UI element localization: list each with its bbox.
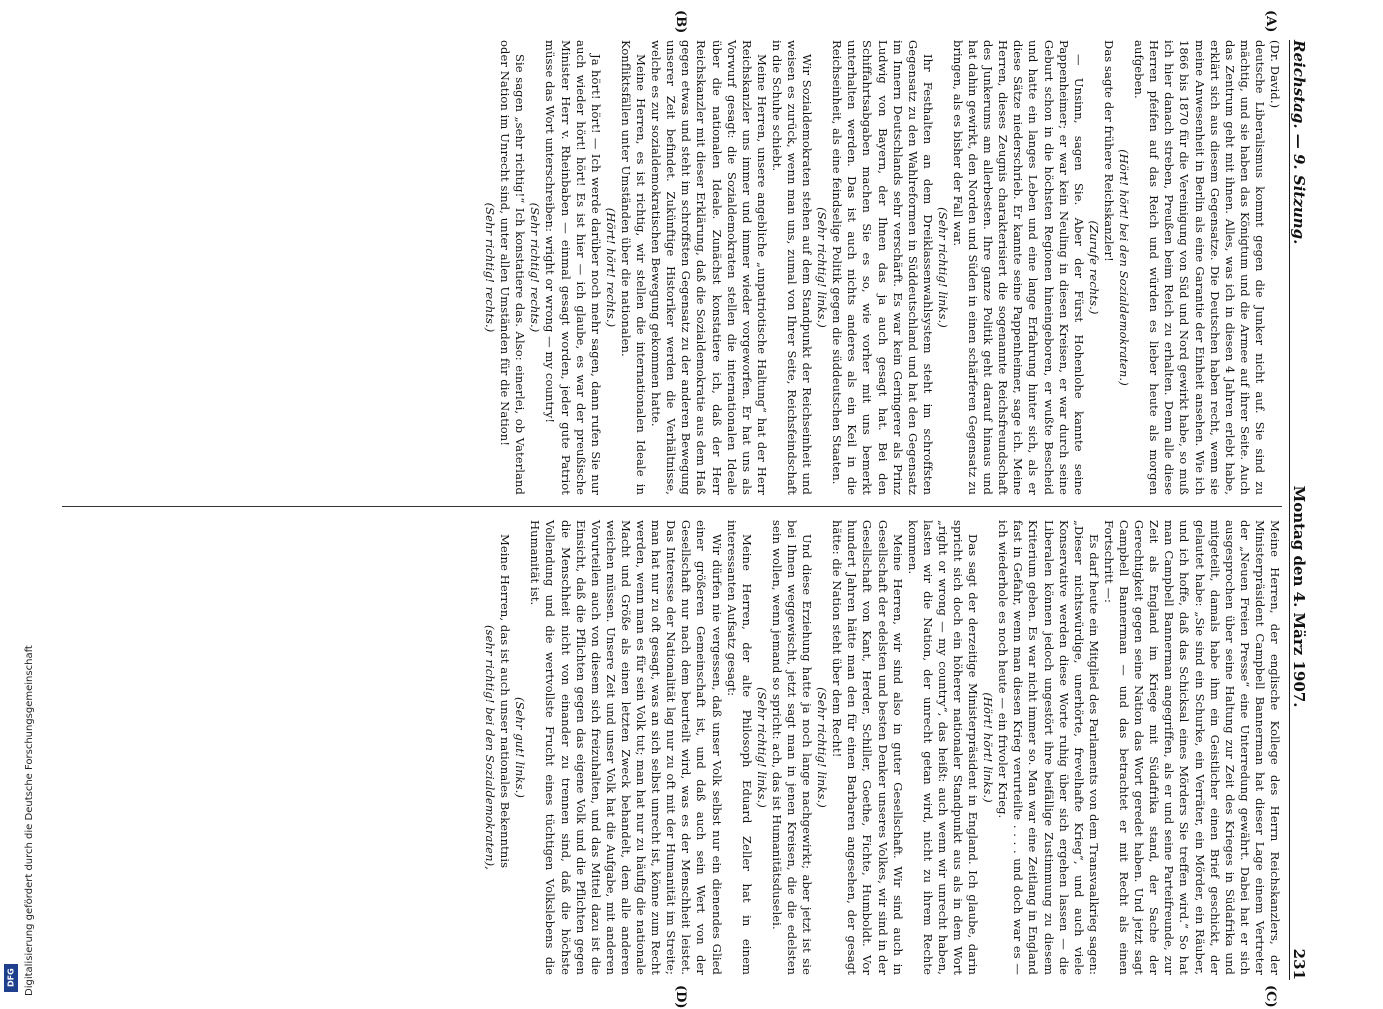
- paragraph: Und diese Erziehung hatte ja noch lange nachgewirkt; aber jetzt ist sie bei Ihnen weggewischt, jetzt sagt man in jenen Kreisen, die die edelsten sein wollen, wenn jemand so spricht: ach, das ist Humanitätsduselei.: [769, 520, 815, 975]
- paragraph: deutsche Liberalismus kommt gegen die Junker nicht auf. Sie sind zu mächtig, und sie haben das Königtum und die Armee auf ihrer Seite. Auch das Zentrum geht mit ihnen. Alles, was ich in diesen 4 Jahren erlebt habe, erklärt sich aus diesem Gegensatze. Die Deutschen haben recht, wenn sie meine Anwesenheit in Berlin als eine Garantie der Einheit ansehen. Wie ich 1866 bis 1870 für die Vereinigung von Süd und Nord gewirkt habe, so muß ich hier danach streben, Preußen beim Reich zu erhalten. Denn alle diese Herren pfeifen auf das Reich und würden es lieber heute als morgen aufgeben.: [1132, 40, 1267, 495]
- interjection: (Hört! hört! links.): [981, 692, 996, 803]
- interjection: (Hört! hört! rechts.): [603, 207, 618, 328]
- page-header: [1289, 40, 1318, 980]
- paragraph: (Dr. David.): [1268, 40, 1282, 109]
- paragraph: Sie sagen „sehr richtig!“ Ich konstatiere das. Also: einerlei, ob Vaterland oder Nation im Unrecht sind, unter allen Umständen für die Nation!: [498, 40, 528, 495]
- digitization-credit: [0, 0, 35, 1000]
- paragraph: — Unsinn, sagen Sie. Aber der Fürst Hohenlohe kannte seine Pappenheimer; er war kein Neuling in diesen Kreisen, er war durch seine Geburt schon in die höchsten Regionen hineingeboren, er wußte Bescheid und hatte ein langes Leben und eine lange Erfahrung hinter sich, als er diese Sätze niederschrieb. Er kannte seine Pappenheimer, sage ich. Meine Herren, dieses Zeugnis charakterisiert die sogenannte Reichsfreundschaft des Junkerums am allerbesten. Ihre ganze Politik geht darauf hinaus und hat dahin gewirkt, den Norden und Süden in einen schärferen Gegensatz zu bringen, als es bisher der Fall war.: [951, 40, 1086, 495]
- dfg-logo: DFG: [4, 964, 18, 992]
- column-divider: [62, 506, 1282, 507]
- interjection: (Sehr gut! links.): [513, 697, 528, 798]
- paragraph: Meine Herren, das ist auch unser nationales Bekenntnis: [498, 534, 513, 869]
- interjection: (Sehr richtig! rechts.): [528, 202, 543, 333]
- credit-text: Digitalisierung gefördert durch die Deutsche Forschungsgemeinschaft: [24, 645, 35, 996]
- paragraph: Ihr Festhalten an dem Dreiklassenwahlsystem steht im schroffsten Gegensatz zu den Wahlreformen in Süddeutschland und hat den Gegensatz im Innern Deutschlands sehr verschärft. Es war kein Geringerer als Prinz Ludwig von Bayern, der Ihnen das ja auch gesagt hat. Bei den Schiffahrtsabgaben machen Sie es so, wie vorher mit uns bemerkt unterhalten werden. Das ist auch nichts anderes als ein Keil in die Reichseinheit, als eine feindselige Politik gegen die süddeutschen Staaten.: [830, 40, 935, 495]
- interjection: (Hört! hört! bei den Sozialdemokraten.): [1117, 149, 1132, 386]
- margin-mark-a: (A): [1263, 10, 1278, 33]
- header-center: Montag den 4. März 1907.: [1290, 485, 1308, 708]
- paragraph: Das sagte der frühere Reichskanzler!: [1101, 40, 1116, 262]
- margin-mark-c: (C): [1263, 985, 1278, 1008]
- interjection: (Sehr richtig! links.): [815, 687, 830, 808]
- paragraph: Meine Herren, es ist richtig, wir stellen die internationalen Ideale in Konfliktsfällen unter Umständen über die nationalen.: [618, 40, 649, 495]
- paragraph: Meine Herren, der englische Kollege des Herrn Reichskanzlers, der Ministerpräsident Campbell Bannerman hat dieser Lage einem Vertreter der „Neuen Freien Presse“ eine Unterredung gewährt. Dabei hat er sich ausgesprochen über seine Haltung zur Zeit des Krieges in Südafrika und mitgeteilt, damals habe ihm ein Geistlicher einen Brief geschickt, der gelautet habe: „Sie sind ein Schurke, ein Verräter, ein Mörder, ein Räuber, und ich hoffe, daß das Schicksal eines Mörders Sie treffen wird.“ So hat man Campbell Bannerman angegriffen, als er und seine Parteifreunde, zur Zeit als England im Kriege mit Südafrika stand, der Sache der Gerechtigkeit gegen seine Nation das Wort geredet haben. Und jetzt sagt Campbell Bannerman — und das betrachtet er mit Recht als einen Fortschritt —:: [1101, 520, 1282, 975]
- interjection: (Sehr richtig! links.): [935, 207, 950, 328]
- interjection: (Sehr richtig! links.): [754, 687, 769, 808]
- paragraph: Meine Herren, der alte Philosoph Eduard Zeller hat in einem interessanten Aufsatz gesagt:: [724, 520, 754, 975]
- left-column: [482, 40, 1282, 495]
- header-left: Reichstag. — 9. Sitzung.: [1290, 40, 1308, 245]
- page-number: 231: [1290, 948, 1308, 980]
- paragraph: Das sagt der derzeitige Ministerpräsident in England. Ich glaube, darin spricht sich doch ein höherer nationaler Standpunkt aus als in dem Wort „right or wrong — my country“, das heißt: auch wenn wir unrecht haben, lasten wir die Nation, der unrecht getan wird, nicht zu ihrem Rechte kommen.: [905, 520, 981, 975]
- margin-mark-d: (D): [673, 985, 688, 1009]
- interjection: (Sehr richtig! rechts.): [483, 202, 498, 333]
- paragraph: Wir dürfen nie vergessen, daß unser Volk selbst nur ein dienendes Glied einer größeren Gemeinschaft ist, und daß auch sein Wert von der Gesellschaft nur nach dem beurteilt wird, was es der Menschheit leistet. Das Interesse der Nationalität lag nur zu oft mit der Humanität im Streite; man hat nur zu oft gesagt, was an sich selbst unrecht ist, könne zum Recht werden, wenn man es für sein Volk tut; man hat nur zu häufig die nationale Macht und Größe als einen letzten Zweck behandelt, dem alle anderen weichen müssen. Unsere Zeit und unser Volk hat die Aufgabe, mit anderen Vorurteilen auch von diesem sich freizuhalten, und das Mittel dazu ist die Einsicht, daß die Pflichten gegen das eigene Volk und die Pflichten gegen die Menschheit nicht von einander zu trennen sind, daß die höchste Vollendung und die wertvollste Frucht eines tüchtigen Volkslebens die Humanität ist.: [528, 520, 724, 975]
- interjection: (sehr richtig! bei den Sozialdemokraten),: [483, 625, 498, 870]
- interjection: (Sehr richtig! links.): [815, 207, 830, 328]
- interjection: (Zurufe rechts.): [1086, 220, 1101, 315]
- margin-mark-b: (B): [673, 10, 688, 34]
- rotated-page-content: [48, 10, 1318, 1009]
- paragraph: Meine Herren, unsere angebliche „unpatriotische Haltung“ hat der Herr Reichskanzler uns immer und immer wieder vorgeworfen. Er hat uns als Vorwurf gesagt: die Sozialdemokraten stellen die internationalen Ideale über die nationalen Ideale. Zunächst konstatiere ich, daß der Herr Reichskanzler mit dieser Erklärung, daß die Sozialdemokratie aus dem Haß gegen etwas und steht im schroffsten Gegensatz zu der anderen Bewegung unserer Zeit befindet. Zukünftige Historiker werden die Verhältnisse, welche es zur sozialdemokratischen Bewegung gekommen hatte.: [649, 40, 769, 495]
- right-column: [482, 520, 1282, 975]
- paragraph: Es darf heute ein Mitglied des Parlaments von dem Transvaalkrieg sagen: „Dieser nichtswürdige, unerhörte, frevelhafte Krieg“, und auch viele Konservative werden diese Worte ruhig über sich ergehen lassen — die Liberalen können jedoch ungestört ihre beifällige Zustimmung zu diesem Kriterium geben. Es war nicht immer so. Man war eine Zeitlang in England fast in Gefahr, wenn man diesen Krieg verurteilte . . . . und doch war es — ich wiederhole es noch heute — ein frivoler Krieg.: [996, 520, 1101, 975]
- paragraph: Wir Sozialdemokraten stehen auf dem Standpunkt der Reichseinheit und weisen es zurück, wenn man uns, zumal von Ihrer Seite, Reichsfeindschaft in die Schuhe schiebt.: [769, 40, 815, 495]
- paragraph: Meine Herren, wir sind also in guter Gesellschaft. Wir sind auch in Gesellschaft der edelsten und besten Denker unseres Volkes, wir sind in der Gesellschaft von Kant, Herder, Schiller, Goethe, Fichte, Humboldt. Vor hundert Jahren hätte man den für einen Barbaren angesehen, der gesagt hätte: die Nation steht über dem Recht!: [830, 520, 905, 975]
- paragraph: Ja hört! hört! — Ich werde darüber noch mehr sagen, dann rufen Sie nur auch wieder hört! hört! Es ist hier — ich glaube, es war der preußische Minister Herr v. Rheinbaben — einmal gesagt worden, jeder gute Patriot müsse das Wort unterschreiben: wright or wrong — my country!: [543, 40, 603, 495]
